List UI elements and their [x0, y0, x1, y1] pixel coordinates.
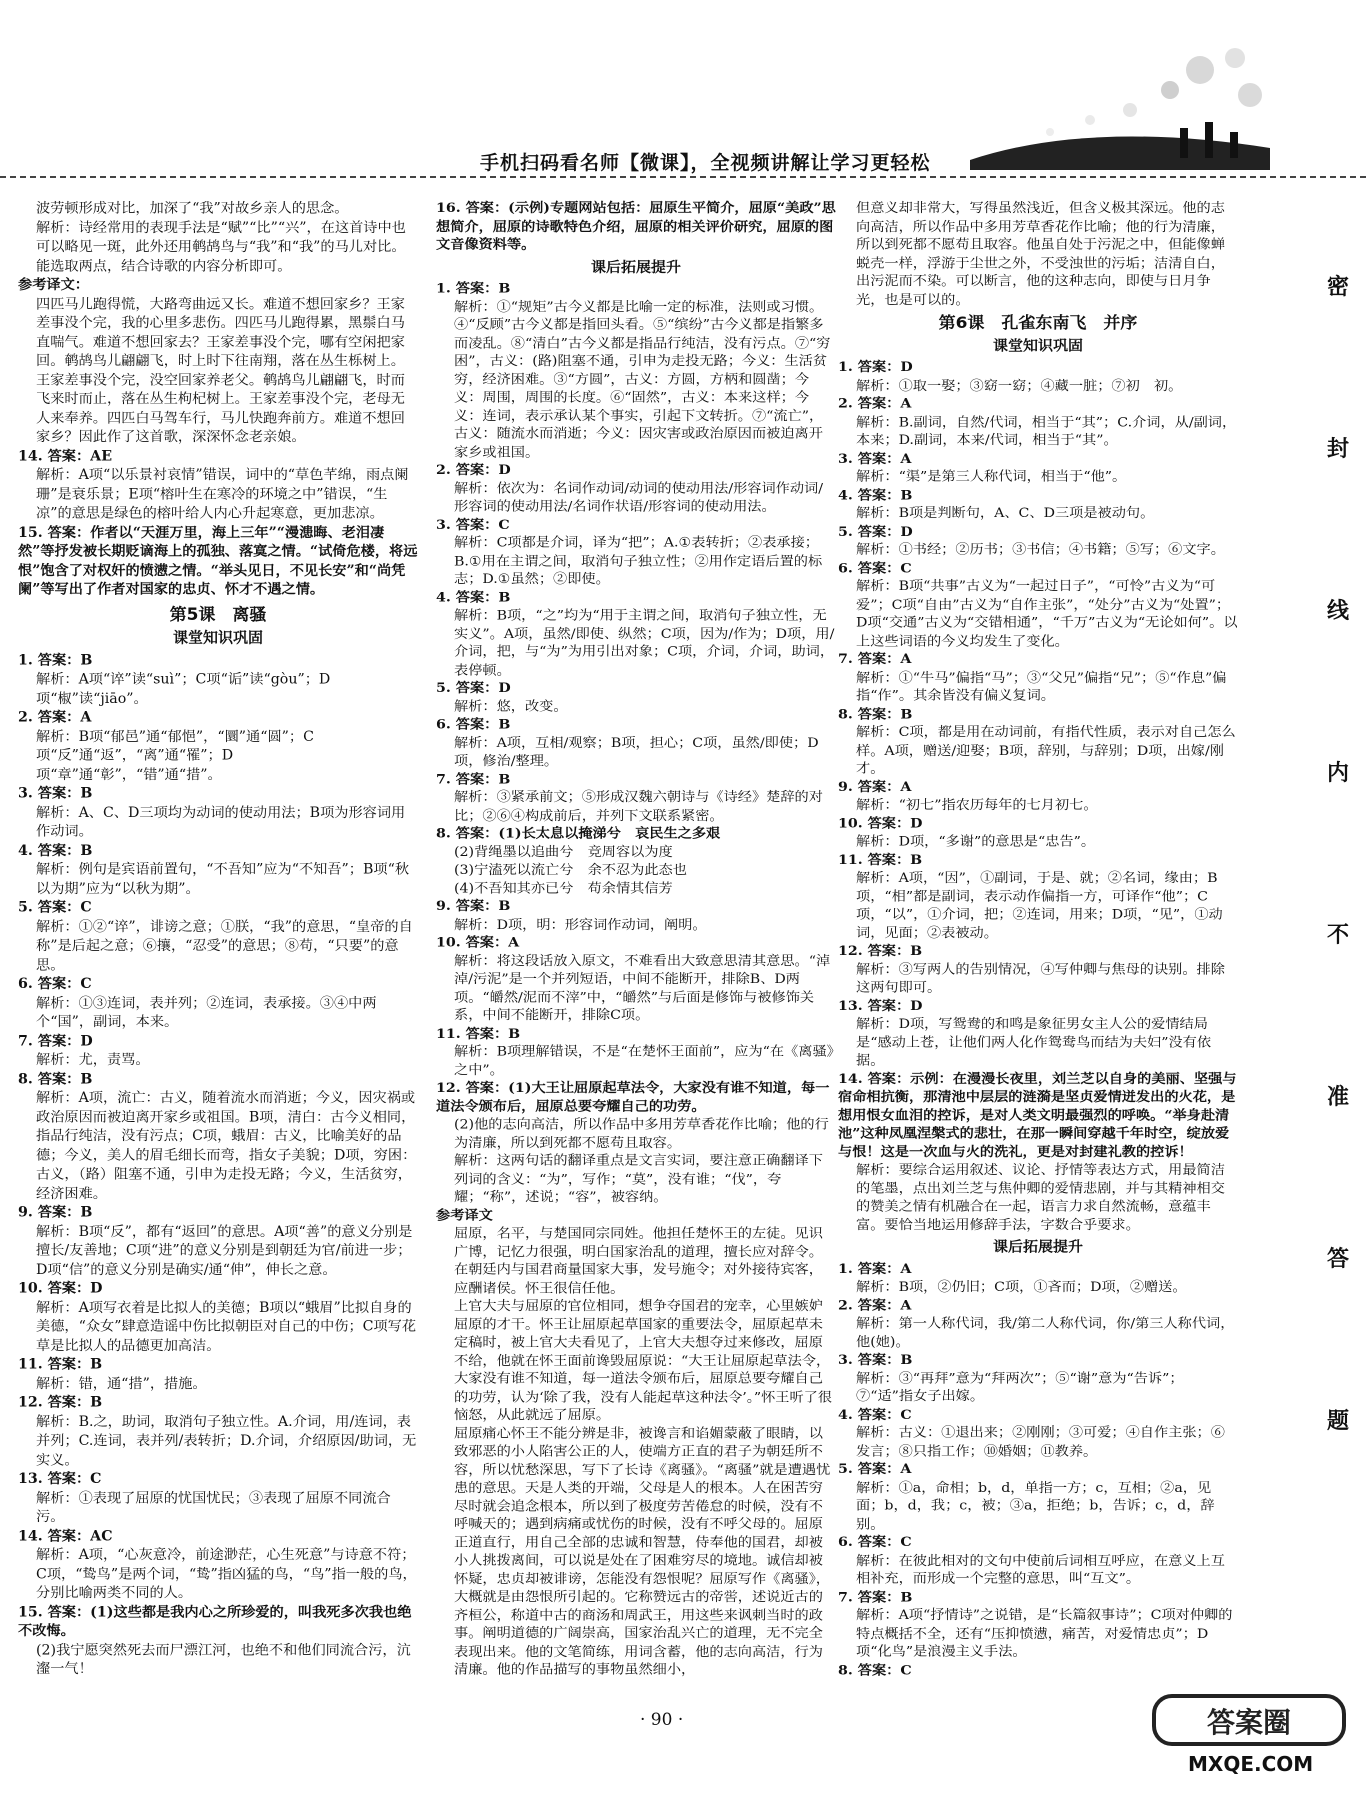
analysis-text: 解析：要综合运用叙述、议论、抒情等表达方式，用最简洁的笔墨，点出刘兰芝与焦仲卿的爱情悲剧，并与其精神相交的赞美之情有机融合在一起，语言力求自然流畅，意蕴丰富。要恰当地运用修辞手法，字数合乎要求。 — [856, 1162, 1225, 1233]
analysis-text: 解析：“初七”指农历每年的七月初七。 — [856, 797, 1098, 813]
answer-item: 5. 答案：D — [436, 680, 511, 696]
answer-item: 3. 答案：B — [18, 785, 93, 802]
section-title: 课堂知识巩固 — [992, 337, 1083, 354]
answer-sub-item: (3)宁溘死以流亡兮 余不忍为此态也 — [454, 862, 687, 878]
section-title: 课后拓展提升 — [992, 1238, 1083, 1256]
answer-item: 12. 答案：B — [838, 943, 923, 959]
analysis-text: 解析：B项理解错误，不是“在楚怀王面前”，应为“在《离骚》之中”。 — [454, 1044, 834, 1078]
analysis-text: 解析：A、C、D三项均为动词的使动用法；B项为形容词用作动词。 — [36, 804, 406, 840]
answer-item: 8. 答案：C — [838, 1662, 912, 1678]
answer-item: 1. 答案：B — [436, 281, 511, 296]
analysis-text: 解析：①取一娶；③窈一窈；④藏一脏；⑦初 初。 — [856, 378, 1183, 394]
answer-item: 5. 答案：D — [838, 524, 913, 540]
analysis-text: 解析：尤，责骂。 — [36, 1052, 150, 1068]
answer-item: 11. 答案：B — [436, 1026, 521, 1042]
analysis-text: 解析：①②“谇”，诽谤之意；①朕，“我”的意思，“皇帝的自称”是后起之意；⑥攘，“忍受”的意思；⑧苟，“只要”的意思。 — [36, 919, 413, 973]
column-left — [18, 200, 418, 1680]
analysis-text: 解析：B项是判断句，A、C、D三项是被动句。 — [856, 505, 1155, 521]
analysis-text: 解析：C项都是介词，译为“把”；A.①表转折；②表承接；B.①用在主谓之间，取消句子独立性；②用作定语后置的标志；D.①虽然；②即使。 — [454, 535, 823, 587]
analysis-text: 解析：①a，命相；b，d，单指一方；c，互相；②a，见面；b，d，我；c，被；③a，拒绝；b，告诉；c，d，辞别。 — [856, 1480, 1215, 1532]
paragraph: 四匹马儿跑得慌，大路弯曲远又长。难道不想回家乡？王家差事没个完，我的心里多悲伤。四匹马儿跑得累，黑鬃白马直喘气。难道不想回家去？王家差事没个完，哪有空闲把家回。鹌鸪鸟儿翩翩飞，时上时下往南翔，落在丛生栎树上。王家差事没个完，没空回家养老父。鹌鸪鸟儿翩翩飞，时而飞来时而止，落在丛生枸杞树上。王家差事没个完，老母无人来奉养。四匹白马驾车行，马儿快跑奔前方。难道不想回家乡？因此作了这首歌，深深怀念老亲娘。 — [36, 296, 405, 446]
sidebar-char: 线 — [1326, 599, 1349, 624]
answer-item: 15. 答案：作者以“天涯万里，海上三年”“漫漶晦、老泪凄然”等抒发被长期贬谪海上的孤独、落寞之情。“试倚危楼，将远恨”饱含了对权奸的愤懑之情。“举头见日，不见长安”和“尚凭阑”等写出了作者对国家的忠贞、怀才不遇之情。 — [18, 524, 418, 598]
analysis-text: 解析：①③连词，表并列；②连词，表承接。③④中两个“国”，副词，本来。 — [36, 995, 377, 1030]
analysis-text: 解析：①“规矩”古今义都是比喻一定的标准，法则或习惯。④“反顾”古今义都是指回头看。⑤“缤纷”古今义都是指繁多而凌乱。⑧“清白”古今义都是指品行纯洁，没有污点。⑦“穷困”，古义：(路)阻塞不通，引申为走投无路；今义：生活贫穷，经济困难。③“方圆”，古义：方圆，方柄和圆凿；今义：周围，周围的长度。⑥“固然”，古义：本来这样；今义：连词，表示承认某个事实，引起下文转折。⑦“流亡”，古义：随流水而消逝；今义：因灾害或政治原因而被迫离开家乡或祖国。 — [454, 299, 831, 460]
analysis-text: 解析：B项，“之”均为“用于主谓之间，取消句子独立性，无实义”。A项，虽然/即使、纵然；C项，因为/作为；D项，用/介词，把，与“为”为用引出对象；C项，介词，介词，助词，表停顿。 — [454, 608, 835, 678]
analysis-text: 解析：B.之，助词，取消句子独立性。A.介词，用/连词，表并列；C.连词，表并列/表转折；D.介词，介绍原因/助词，无实义。 — [36, 1414, 417, 1468]
watermark-logo — [1150, 1690, 1360, 1790]
answer-item: 16. 答案：(示例)专题网站包括：屈原生平简介，屈原“美政”思想简介，屈原的诗歌特色介绍，屈原的相关评价研究，屈原的图文音像资料等。 — [436, 200, 836, 253]
watermark-site: MXQE.COM — [1188, 1752, 1314, 1776]
answer-sub-item: (2)我宁愿突然死去而尸漂江河，也绝不和他们同流合污，沆瀣一气！ — [36, 1642, 411, 1678]
answer-item: 12. 答案：B — [18, 1394, 103, 1411]
analysis-text: 解析：第一人称代词，我/第二人称代词，你/第三人称代词，他(她)。 — [856, 1316, 1235, 1350]
answer-item: 2. 答案：D — [436, 462, 511, 478]
answer-item: 4. 答案：B — [18, 842, 93, 859]
analysis-text: 解析：D项，写鸳鸯的和鸣是象征男女主人公的爱情结局是“感动上苍，让他们两人化作鸳鸯鸟而结为夫妇”没有依据。 — [856, 1016, 1212, 1069]
answer-sub-item: (2)背绳墨以追曲兮 竞周容以为度 — [454, 844, 673, 860]
answer-item: 12. 答案：(1)大王让屈原起草法令，大家没有谁不知道，每一道法令颁布后，屈原总要夸耀自己的功劳。 — [436, 1080, 830, 1114]
watermark-logo-text: 答案圈 — [1206, 1706, 1292, 1739]
column-right — [838, 200, 1238, 1680]
answer-item: 4. 答案：C — [838, 1407, 912, 1423]
paragraph: 但意义却非常大，写得虽然浅近，但含义极其深远。他的志向高洁，所以作品中多用芳草香花作比喻；他的行为清廉，所以到死都不愿苟且取容。他虽自处于污泥之中，但能像蝉蜕壳一样，浮游于尘世之外，不受浊世的污垢；洁清自白，出污泥而不染。可以断言，他的这种志向，即使与日月争光，也是可以的。 — [856, 200, 1225, 308]
lesson-title: 第6课 孔雀东南飞 并序 — [938, 314, 1138, 333]
header-decoration — [930, 40, 1290, 180]
analysis-text: 解析：D项，明：形容词作动词，阐明。 — [454, 917, 707, 933]
answer-item: 1. 答案：A — [838, 1261, 912, 1277]
analysis-text: 解析：B.副词，自然/代词，相当于“其”；C.介词，从/副词，本来；D.副词，本来/代词，相当于“其”。 — [856, 414, 1237, 448]
answer-item: 2. 答案：A — [18, 709, 92, 726]
sidebar-char: 不 — [1326, 923, 1349, 948]
watermark-logo-graphic — [1150, 1690, 1360, 1750]
page-number: · 90 · — [640, 1710, 684, 1730]
answer-sub-item: (4)不吾知其亦已兮 苟余情其信芳 — [454, 880, 673, 896]
answer-item: 6. 答案：C — [838, 1534, 912, 1550]
page-header — [0, 0, 1366, 190]
translation-heading: 参考译文： — [18, 277, 89, 293]
answer-item: 3. 答案：A — [838, 451, 912, 467]
analysis-text: 解析：B项“反”，都有“返回”的意思。A项“善”的意义分别是擅长/友善地；C项“进”的意义分别是到朝廷为官/前进一步；D项“信”的意义分别是确实/通“伸”，伸长之意。 — [36, 1223, 413, 1278]
analysis-text: 解析：③紧承前文；⑤形成汉魏六朝诗与《诗经》楚辞的对比；②⑥④构成前后，并列下文联系紧密。 — [454, 789, 823, 824]
analysis-text: 解析：③写两人的告别情况，④写仲卿与焦母的诀别。排除这两句即可。 — [856, 961, 1225, 996]
sidebar-char: 内 — [1326, 761, 1349, 786]
seal-line-sidebar — [1318, 270, 1358, 1570]
analysis-text: 解析：古义：①退出来；②刚刚；③可爱；④自作主张；⑥发言；⑧只指工作；⑩婚姻；⑪教养。 — [856, 1425, 1225, 1459]
section-title: 课后拓展提升 — [590, 258, 681, 276]
analysis-text: 解析：“渠”是第三人称代词，相当于“他”。 — [856, 469, 1127, 485]
analysis-text: 解析：错，通“措”，措施。 — [36, 1375, 207, 1392]
answer-item: 7. 答案：D — [18, 1033, 93, 1049]
answer-sub-item: (2)他的志向高洁，所以作品中多用芳草香花作比喻；他的行为清廉，所以到死都不愿苟且取容。 — [454, 1117, 829, 1151]
answer-item: 3. 答案：B — [838, 1352, 913, 1368]
answer-item: 11. 答案：B — [838, 852, 923, 868]
answer-item: 8. 答案：(1)长太息以掩涕兮 哀民生之多艰 — [436, 826, 721, 842]
answer-item: 14. 答案：AC — [18, 1528, 113, 1544]
analysis-text: 解析：①表现了屈原的忧国忧民；③表现了屈原不同流合污。 — [36, 1490, 391, 1525]
analysis-text: 解析：B项“共事”古义为“一起过日子”，“可怜”古义为“可爱”；C项“自由”古义为“自作主张”，“处分”古义为“处置”；D项“交通”古义为“交错相通”，“千万”古义为“无论如何”。以上这些词语的今义均发生了变化。 — [856, 578, 1238, 649]
answer-item: 8. 答案：B — [18, 1071, 93, 1087]
analysis-text: 解析：①“牛马”偏指“马”；③“父兄”偏指“兄”；⑤“作息”偏指“作”。其余皆没有偏义复词。 — [856, 670, 1227, 704]
analysis-text: 解析：A项写衣着是比拟人的美德；B项以“蛾眉”比拟自身的美德，“众女”肆意造谣中伤比拟朝臣对自己的中伤；C项写花草是比拟人的品德更加高洁。 — [36, 1299, 417, 1354]
analysis-text: 解析：A项，互相/观察；B项，担心；C项，虽然/即使；D项，修治/整理。 — [454, 735, 819, 769]
paragraph: 屈原痛心怀王不能分辨是非，被谗言和谄媚蒙蔽了眼睛，以致邪恶的小人陷害公正的人，使端方正直的君子为朝廷所不容，所以忧愁深思，写下了长诗《离骚》。“离骚”就是遭遇忧患的意思。天是人类的开端，父母是人的根本。人在困苦穷尽时就会追念根本，所以到了极度劳苦倦怠的时候，没有不呼喊天的；遇到病痛或忧伤的时候，没有不呼父母的。屈原正道直行，用自己全部的忠诚和智慧，侍奉他的国君，却被小人挑拨离间，可以说是处在了困难穷尽的境地。诚信却被怀疑，忠贞却被诽谤，怎能没有怨恨呢？屈原写作《离骚》，大概就是由怨恨所引起的。它称赞远古的帝喾，述说近古的齐桓公，称道中古的商汤和周武王，用这些来讽刺当时的政事。阐明道德的广阔崇高，国家治乱兴亡的道理，无不完全表现出来。他的文笔简练，用词含蓄，他的志向高洁，行为清廉。他的作品描写的事物虽然细小， — [454, 1426, 831, 1678]
sidebar-char: 答 — [1326, 1247, 1349, 1272]
analysis-text: 解析：A项，“心灰意冷，前途渺茫，心生死意”与诗意不符；C项，“鸷鸟”是两个词，“鸷”指凶猛的鸟，“鸟”指一般的鸟，分别比喻两类不同的人。 — [36, 1547, 417, 1601]
answer-item: 7. 答案：A — [838, 651, 912, 667]
paragraph: 波劳顿形成对比，加深了“我”对故乡亲人的思念。 — [36, 200, 349, 217]
answer-columns — [18, 200, 1318, 1680]
answer-item: 3. 答案：C — [436, 517, 510, 533]
answer-item: 4. 答案：B — [838, 487, 913, 503]
answer-item: 10. 答案：A — [436, 935, 520, 951]
answer-item: 6. 答案：B — [436, 717, 511, 733]
analysis-text: 解析：这两句话的翻译重点是文言实词，要注意正确翻译下列词的含义：“为”，写作；“莫”，没有谁；“伐”，夸耀；“称”，述说；“容”，被容纳。 — [454, 1153, 823, 1205]
lesson-title: 第5课 离骚 — [169, 604, 267, 625]
answer-item: 6. 答案：C — [18, 976, 92, 992]
analysis-text: 解析：依次为：名词作动词/动词的使动用法/形容词作动词/形容词的使动用法/名词作状语/形容词的使动用法。 — [454, 480, 824, 515]
answer-item: 13. 答案：D — [838, 998, 923, 1014]
answer-item: 6. 答案：C — [838, 560, 912, 576]
answer-item: 14. 答案：AE — [18, 448, 113, 465]
answer-item: 5. 答案：A — [838, 1461, 912, 1477]
answer-item: 1. 答案：D — [838, 359, 913, 375]
analysis-text: 解析：诗经常用的表现手法是“赋”“比”“兴”，在这首诗中也可以略见一斑，此外还用鹌鸪鸟与“我”和“我”的马儿对比。能选取两点，结合诗歌的内容分析即可。 — [36, 220, 406, 274]
analysis-text: 解析：C项，都是用在动词前，有指代性质，表示对自己怎么样。A项，赠送/迎娶；B项，辞别，与辞别；D项，出嫁/刚才。 — [856, 724, 1236, 777]
sidebar-char: 题 — [1326, 1409, 1349, 1434]
paragraph: 上官大夫与屈原的官位相同，想争夺国君的宠幸，心里嫉妒屈原的才干。怀王让屈原起草国家的重要法令，屈原起草未定稿时，被上官大夫看见了，上官大夫想夺过来修改，屈原不给，他就在怀王面前谗毁屈原说：“大王让屈原起草法令，大家没有谁不知道，每一道法令颁布后，屈原总要夸耀自己的功劳，认为‘除了我，没有人能起草这种法令’。”怀王听了很恼怒，从此就远了屈原。 — [454, 1298, 833, 1423]
answer-item: 11. 答案：B — [18, 1356, 103, 1373]
answer-item: 10. 答案：D — [18, 1280, 103, 1297]
answer-item: 13. 答案：C — [18, 1471, 102, 1487]
answer-item: 14. 答案：示例：在漫漫长夜里，刘兰芝以自身的美丽、坚强与宿命相抗衡，那清池中层层的涟漪是坚贞爱情迸发出的火花，是想用恨女血泪的控诉，是对人类文明最强烈的呼唤。“举身赴清池”这种凤凰涅槃式的悲壮，在那一瞬间穿越千年时空，绽放爱与恨！这是一次血与火的洗礼，更是对封建礼教的控诉！ — [838, 1071, 1237, 1160]
analysis-text: 解析：B项“郁邑”通“郁悒”，“圜”通“圆”；C项“反”通“返”，“离”通“罹”；D项“章”通“彰”，“错”通“措”。 — [36, 728, 314, 783]
answer-item: 7. 答案：B — [436, 771, 511, 787]
analysis-text: 解析：A项“以乐景衬哀情”错误，词中的“草色芊绵，雨点阑珊”是衰乐景；E项“榕叶生在寒冷的环境之中”错误，“生凉”的意思是绿色的榕叶给人内心升起寒意，更加悲凉。 — [36, 467, 409, 522]
sidebar-char: 密 — [1326, 275, 1349, 300]
analysis-text: 解析：A项“抒情诗”之说错，是“长篇叙事诗”；C项对仲卿的特点概括不全，还有“压抑愤懑，痛苦，对爱情忠贞”；D项“化鸟”是浪漫主义手法。 — [856, 1607, 1233, 1660]
analysis-text: 解析：A项“谇”读“suì”；C项“诟”读“gòu”；D项“椒”读“jiāo”。 — [36, 671, 331, 707]
column-middle — [436, 200, 836, 1680]
sidebar-char: 准 — [1326, 1085, 1349, 1110]
analysis-text: 解析：将这段话放入原文，不难看出大致意思清其意思。“淖淖/污泥”是一个并列短语，中间不能断开，排除B、D两项。“皭然/泥而不滓”中，“皭然”与后面是修饰与被修饰关系，中间不能断开，排除C项。 — [454, 953, 831, 1023]
analysis-text: 解析：悠，改变。 — [454, 699, 568, 714]
analysis-text: 解析：A项，“因”，①副词，于是、就；②名词，缘由；B项，“相”都是副词，表示动作偏指一方，可译作“他”；C项，“以”，①介词，把；②连词，用来；D项，“见”，①动词，见面；②表被动。 — [856, 870, 1223, 941]
answer-item: 8. 答案：B — [838, 706, 913, 722]
sidebar-char: 封 — [1326, 437, 1349, 462]
answer-item: 7. 答案：B — [838, 1589, 913, 1605]
translation-heading: 参考译文 — [436, 1207, 493, 1223]
analysis-text: 解析：③“再拜”意为“拜两次”；⑤“谢”意为“告诉”；⑦“适”指女子出嫁。 — [856, 1370, 1184, 1404]
analysis-text: 解析：A项，流亡：古义，随着流水而消逝；今义，因灾祸或政治原因而被迫离开家乡或祖国。B项，清白：古今义相同，指品行纯洁，没有污点；C项，蛾眉：古义，比喻美好的品德；今义，美人的眉毛细长而弯，指女子美貌；D项，穷困：古义，（路）阻塞不通，引申为走投无路；今义，生活贫穷，经济困难。 — [36, 1090, 417, 1202]
answer-item: 9. 答案：B — [436, 899, 511, 914]
answer-item: 10. 答案：D — [838, 816, 923, 831]
paragraph: 屈原，名平，与楚国同宗同姓。他担任楚怀王的左徒。见识广博，记忆力很强，明白国家治乱的道理，擅长应对辞令。在朝廷内与国君商量国家大事，发号施令；对外接待宾客，应酬诸侯。怀王很信任他。 — [454, 1226, 823, 1296]
analysis-text: 解析：B项，②仍旧；C项，①吝而；D项，②赠送。 — [856, 1279, 1187, 1295]
answer-item: 15. 答案：(1)这些都是我内心之所珍爱的，叫我死多次我也绝不改悔。 — [18, 1604, 412, 1640]
answer-item: 1. 答案：B — [18, 652, 93, 669]
answer-item: 2. 答案：A — [838, 1297, 912, 1313]
analysis-text: 解析：①书经；②历书；③书信；④书籍；⑤写；⑥文字。 — [856, 542, 1225, 558]
answer-item: 9. 答案：A — [838, 779, 912, 795]
header-banner: 手机扫码看名师【微课】，全视频讲解让学习更轻松 — [480, 152, 931, 174]
header-divider — [0, 176, 1366, 178]
section-title: 课堂知识巩固 — [172, 628, 263, 647]
analysis-text: 解析：D项，“多谢”的意思是“忠告”。 — [856, 834, 1096, 850]
analysis-text: 解析：在彼此相对的文句中使前后词相互呼应，在意义上互相补充，而形成一个完整的意思，叫“互文”。 — [856, 1553, 1225, 1587]
answer-item: 2. 答案：A — [838, 396, 912, 412]
answer-item: 4. 答案：B — [436, 590, 511, 605]
answer-item: 5. 答案：C — [18, 900, 92, 916]
analysis-text: 解析：例句是宾语前置句，“不吾知”应为“不知吾”；B项“秋以为期”应为“以秋为期”。 — [36, 861, 410, 897]
answer-item: 9. 答案：B — [18, 1204, 93, 1221]
